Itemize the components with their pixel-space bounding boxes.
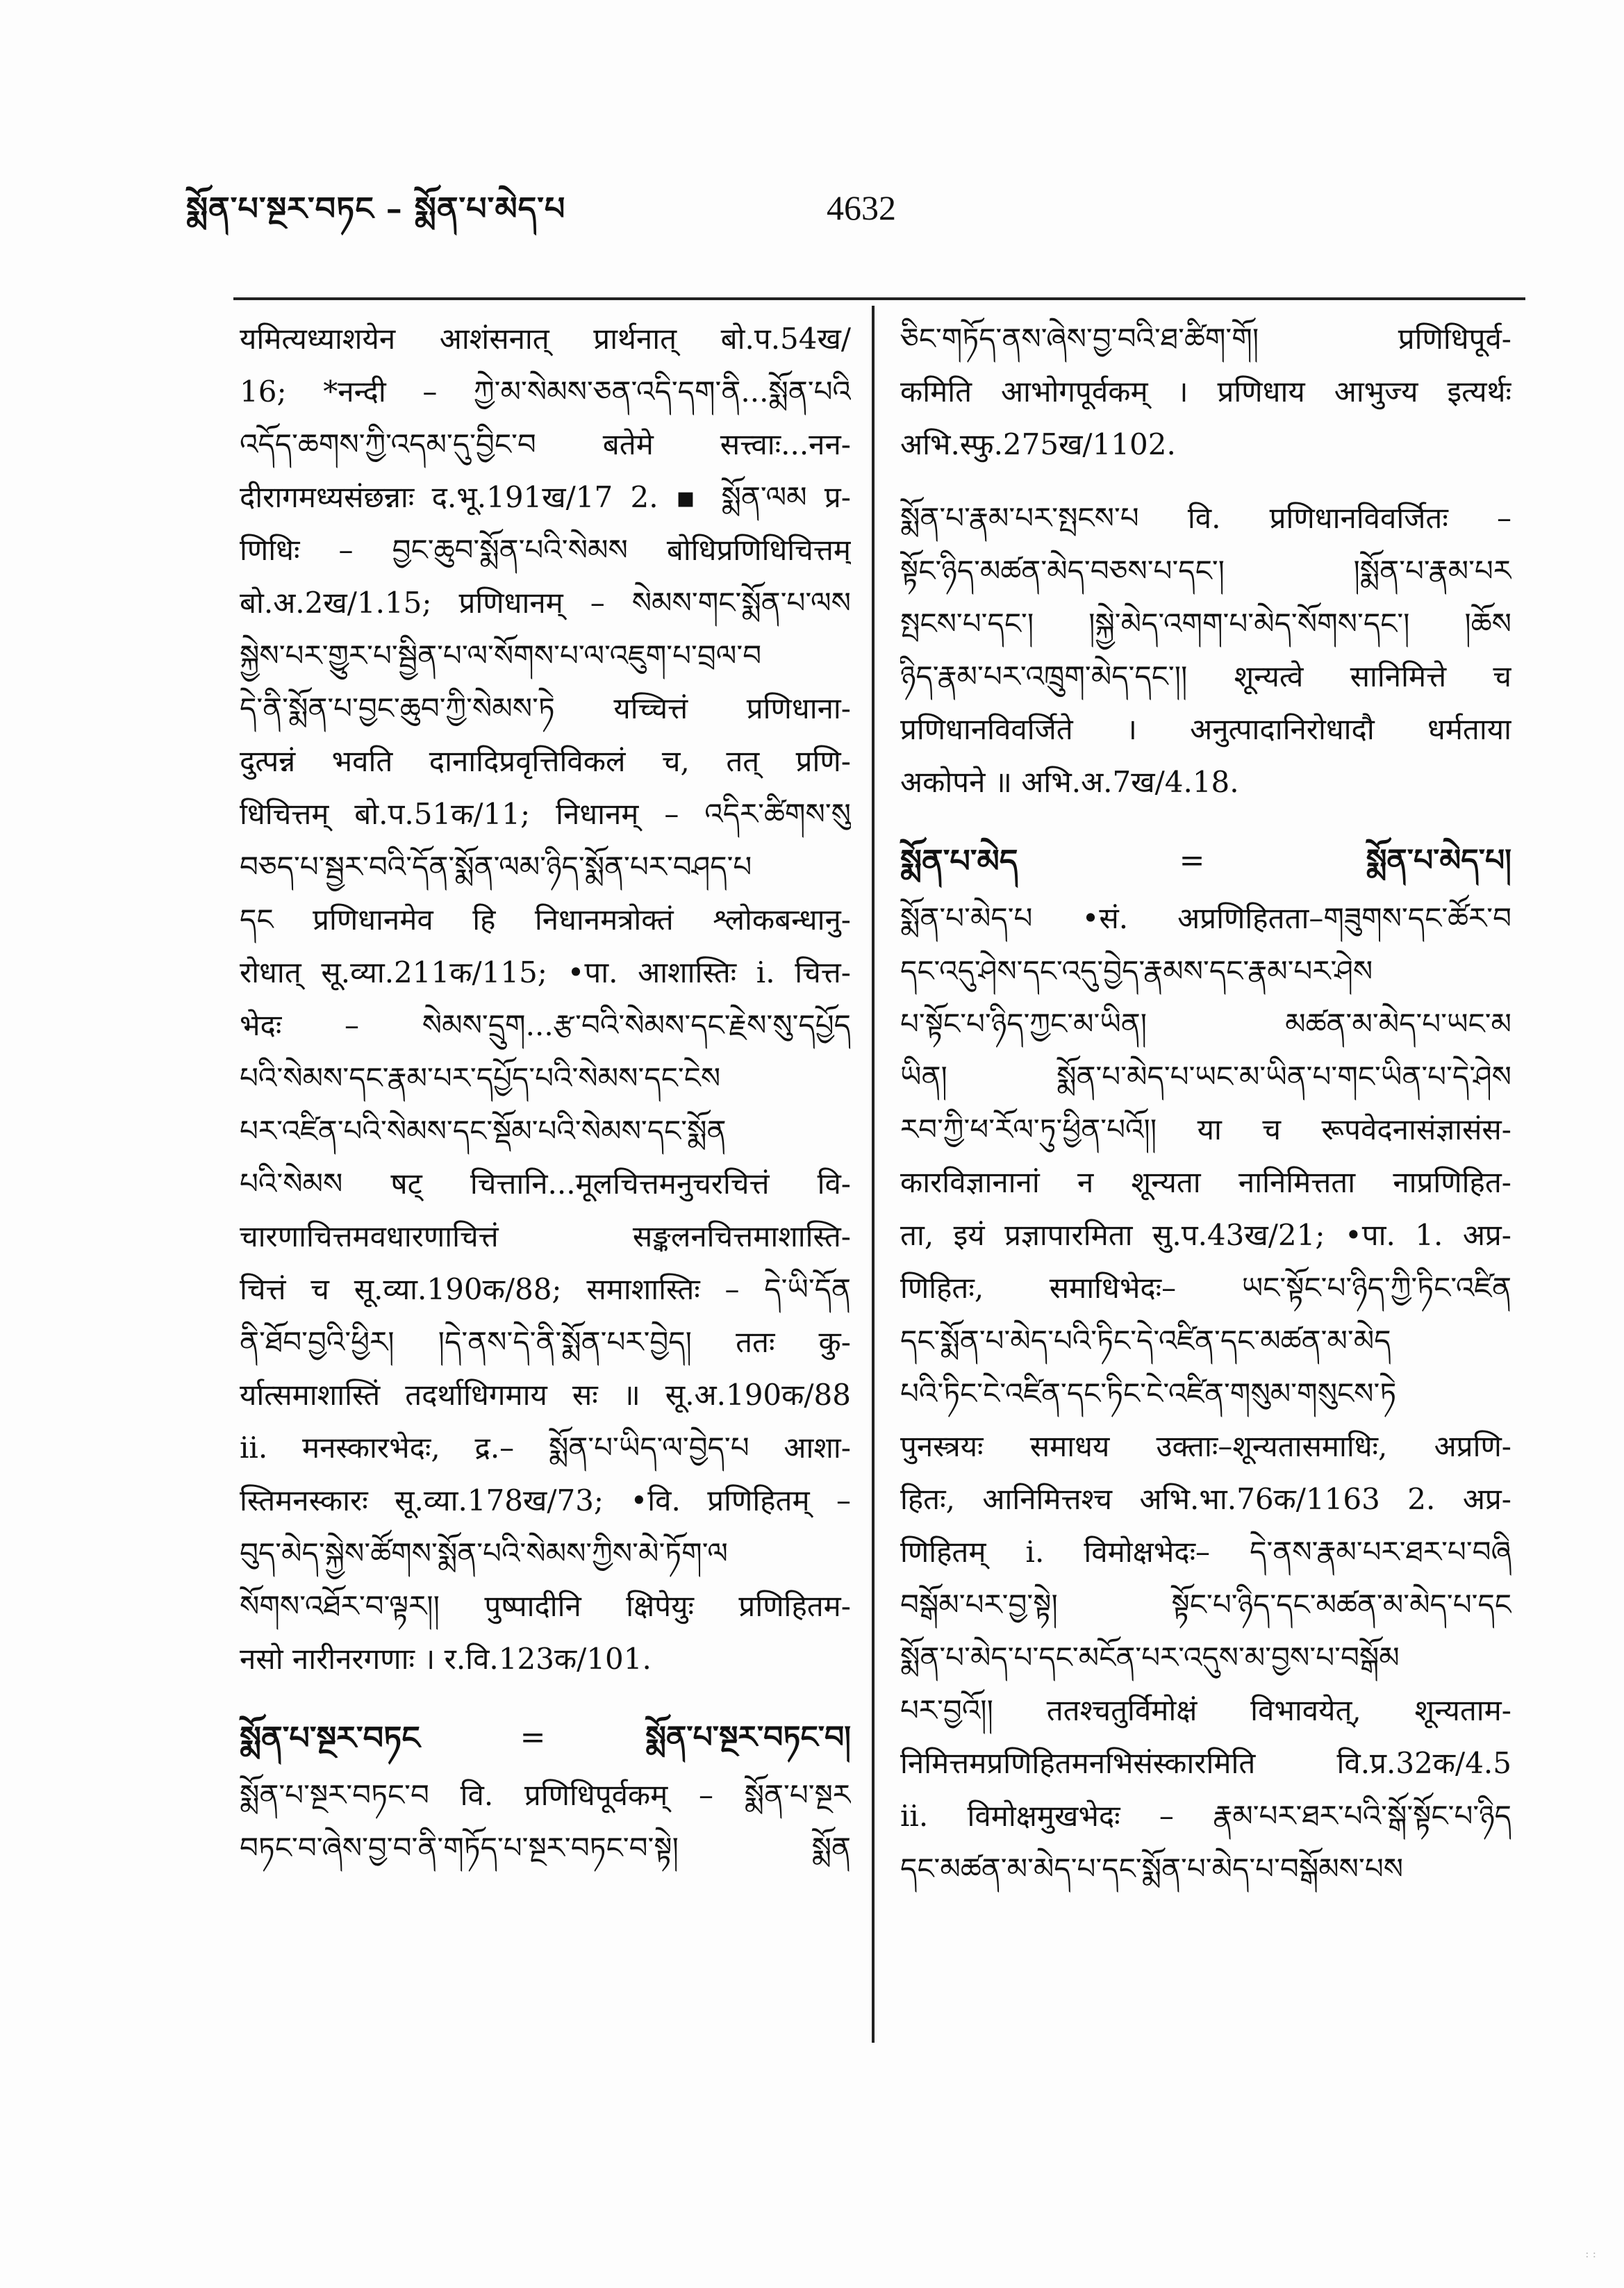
- right-column: [900, 313, 1511, 1895]
- right-entry-pranidhana-vivarjita: [900, 492, 1511, 809]
- text-line: अभि.स्फु.275ख/1102.: [900, 427, 1176, 461]
- cross-reference-left: [240, 1706, 851, 1769]
- xref-target: སྨོན་པ་སྔར་བཏང་བ།: [645, 1720, 851, 1755]
- text-line: སོགས་འཐོར་བ་ལྟར།། पुष्पादीनि क्षिपेयुः प्रणिहितम-: [240, 1589, 851, 1623]
- text-line: हितः, आनिमित्तश्च अभि.भा.76क/1163 2. अप्र-: [900, 1482, 1511, 1516]
- xref-equals: =: [1179, 843, 1205, 878]
- text-line: སྤངས་པ་དང་། །སྐྱེ་མེད་འགག་པ་མེད་སོགས་དང་། །ཆོས: [900, 607, 1511, 641]
- text-line: དང་འདུ་ཤེས་དང་འདུ་བྱེད་རྣམས་དང་རྣམ་པར་ཤེས: [900, 954, 1373, 988]
- text-line: णिधिः – བྱང་ཆུབ་སྨོན་པའི་སེམས बोधिप्रणिधिचित्तम्: [240, 533, 851, 567]
- header-rule: [233, 297, 1525, 300]
- text-line: प्रणिधानविवर्जिते । अनुत्पादानिरोधादौ धर्मताया: [900, 712, 1511, 746]
- text-line: སྨོན་པ་སྔར་བཏང་བ वि. प्रणिधिपूर्वकम् – སྨོན་པ་སྔར: [240, 1778, 851, 1812]
- text-line: दुत्पन्नं भवति दानादिप्रवृत्तिविकलं च, तत् प्रणि-: [240, 744, 851, 778]
- text-line: ii. मनस्कारभेदः, द्र.– སྨོན་པ་ཡིད་ལ་བྱེད་པ आशा-: [240, 1431, 851, 1465]
- text-line: བཏང་བ་ཞེས་བྱ་བ་ནི་གཏོད་པ་སྔར་བཏང་བ་སྟེ། སྨོན: [240, 1831, 851, 1865]
- text-line: དེ་ནི་སྨོན་པ་བྱང་ཆུབ་ཀྱི་སེམས་ཏེ यच्चित्तं प्रणिधाना-: [240, 691, 851, 725]
- text-line: སྟོང་ཉིད་མཚན་མེད་བཅས་པ་དང་། །སྨོན་པ་རྣམ་པར: [900, 554, 1511, 588]
- text-line: रोधात् सू.व्या.211क/115; •पा. आशास्तिः i. चित्त-: [240, 955, 851, 989]
- cross-reference-right: [900, 830, 1511, 892]
- text-line: दीरागमध्यसंछन्नाः द.भू.191ख/17 2. ▪ སྨོན་ལམ प्र-: [240, 480, 851, 514]
- xref-term: སྨོན་པ་སྔར་བཏང: [240, 1719, 420, 1756]
- text-line: चारणाचित्तमवधारणाचित्तं सङ्कलनचित्तमाशास्ति-: [240, 1219, 851, 1253]
- xref-equals: =: [520, 1720, 546, 1755]
- text-line: སྨོན་པ་རྣམ་པར་སྤངས་པ वि. प्रणिधानविवर्जितः –: [900, 501, 1511, 535]
- text-line: པར་འཛིན་པའི་སེམས་དང་སྡོམ་པའི་སེམས་དང་སྨོན: [240, 1114, 727, 1148]
- right-entry-apranihitata: [900, 892, 1511, 1895]
- text-line: णिहितः, समाधिभेदः– ཡང་སྟོང་པ་ཉིད་ཀྱི་ཏིང་འཛིན: [900, 1271, 1511, 1305]
- text-line: སྐྱེས་པར་གྱུར་པ་སྦྱིན་པ་ལ་སོགས་པ་ལ་འཇུག་པ་བྲལ་བ: [240, 639, 762, 673]
- page-number: 4632: [827, 188, 896, 227]
- text-line: རབ་ཀྱི་ཕ་རོལ་ཏུ་ཕྱིན་པའོ།། या च रूपवेदनासंज्ञासंस-: [900, 1112, 1511, 1146]
- scan-mark: : :: [1585, 2247, 1596, 2260]
- text-line: भेदः – སེམས་དྲུག...རྩ་བའི་སེམས་དང་རྗེས་སུ་དཔྱོད: [240, 1008, 851, 1042]
- text-line: པར་བྱའོ།། ततश्चतुर्विमोक्षं विभावयेत्, शून्यताम-: [900, 1693, 1511, 1727]
- text-line: ཅིང་གཏོད་ནས་ཞེས་བྱ་བའི་ཐ་ཚིག་གོ། प्रणिधिपूर्व-: [900, 322, 1511, 356]
- text-line: དང་མཚན་མ་མེད་པ་དང་སྨོན་པ་མེད་པ་བསྒོམས་པས: [900, 1852, 1404, 1886]
- text-line: པའི་སེམས षट् चित्तानि...मूलचित्तमनुचरचित्तं वि-: [240, 1167, 851, 1201]
- text-line: པའི་སེམས་དང་རྣམ་པར་དཔྱོད་པའི་སེམས་དང་ངེས: [240, 1061, 721, 1095]
- text-line: णिहितम् i. विमोक्षभेदः– དེ་ནས་རྣམ་པར་ཐར་པ་བཞི: [900, 1535, 1511, 1569]
- text-line: अकोपने ॥ अभि.अ.7ख/4.18.: [900, 765, 1239, 799]
- text-line: དང་སྨོན་པ་མེད་པའི་ཏིང་དེ་འཛིན་དང་མཚན་མ་མེད: [900, 1324, 1391, 1358]
- left-column: [240, 313, 851, 1875]
- text-line: འདོད་ཆགས་ཀྱི་འདམ་དུ་བྱིང་བ बतेमे सत्त्वाः...नन-: [240, 427, 851, 461]
- text-line: ནི་ཐོབ་བྱའི་ཕྱིར། །དེ་ནས་དེ་ནི་སྨོན་པར་བྱེད། ततः कु-: [240, 1325, 851, 1359]
- text-line: དང प्रणिधानमेव हि निधानमत्रोक्तं श्लोकबन्धानु-: [240, 903, 851, 937]
- text-line: यमित्यध्याशयेन आशंसनात् प्रार्थनात् बो.प.54ख/: [240, 322, 851, 356]
- text-line: ཉིད་རྣམ་པར་འཁྲུག་མེད་དང་།། शून्यत्वे सानिमित्ते च: [900, 659, 1511, 693]
- text-line: र्यात्समाशास्तिं तदर्थाधिगमाय सः ॥ सू.अ.190क/88: [240, 1378, 851, 1412]
- text-line: धिचित्तम् बो.प.51क/11; निधानम् – འདིར་ཚིགས་སུ: [240, 797, 851, 831]
- right-entry-continuation: [900, 313, 1511, 471]
- text-line: སྨོན་པ་མེད་པ་དང་མངོན་པར་འདུས་མ་བྱས་པ་བསྒོམ: [900, 1640, 1400, 1674]
- text-line: बो.अ.2ख/1.15; प्रणिधानम् – སེམས་གང་སྨོན་པ་ལས: [240, 586, 851, 620]
- text-line: 16; *नन्दी – ཀྱེ་མ་སེམས་ཅན་འདི་དག་ནི...སྨོན་པའི: [240, 375, 851, 409]
- text-line: བཅད་པ་སྦྱར་བའི་དོན་སྨོན་ལམ་ཉིད་སྨོན་པར་བཤད་པ: [240, 850, 752, 884]
- text-line: ता, इयं प्रज्ञापारमिता सु.प.43ख/21; •पा. 1. अप्र-: [900, 1218, 1511, 1252]
- text-line: སྨོན་པ་མེད་པ •सं. अप्रणिहितता–གཟུགས་དང་ཚོར་བ: [900, 901, 1511, 935]
- text-line: स्तिमनस्कारः सू.व्या.178ख/73; •वि. प्रणिहितम् –: [240, 1483, 851, 1517]
- text-line: चित्तं च सू.व्या.190क/88; समाशास्तिः – དེ་ཡི་དོན: [240, 1272, 851, 1306]
- xref-term: སྨོན་པ་མེད: [900, 842, 1018, 880]
- left-entry-end-text: [240, 1769, 851, 1875]
- text-line: ii. विमोक्षमुखभेदः – རྣམ་པར་ཐར་པའི་སྒོ་སྟོང་པ་ཉིད: [900, 1799, 1511, 1833]
- text-line: བུད་མེད་སྐྱེས་ཚོགས་སྨོན་པའི་སེམས་ཀྱིས་མེ་ཏོག་ལ: [240, 1536, 728, 1570]
- running-head: སྨོན་པ་སྔར་བཏང – སྨོན་པ་མེད་པ: [186, 190, 566, 227]
- column-divider: [872, 306, 875, 2043]
- text-line: ཡིན། སྨོན་པ་མེད་པ་ཡང་མ་ཡིན་པ་གང་ཡིན་པ་དེ་ཤེས: [900, 1060, 1511, 1094]
- text-line: कमिति आभोगपूर्वकम् । प्रणिधाय आभुज्य इत्यर्थः: [900, 375, 1511, 409]
- text-line: नसो नारीनरगणाः । र.वि.123क/101.: [240, 1642, 652, 1676]
- text-line: कारविज्ञानानां न शून्यता नानिमित्तता नाप्रणिहित-: [900, 1165, 1511, 1199]
- left-entry-text: [240, 313, 851, 1686]
- text-line: བསྒོམ་པར་བྱ་སྟེ། སྟོང་པ་ཉིད་དང་མཚན་མ་མེད་པ་དང: [900, 1588, 1511, 1622]
- xref-target: སྨོན་པ་མེད་པ།: [1366, 843, 1511, 878]
- text-line: པ་སྟོང་པ་ཉིད་ཀྱང་མ་ཡིན། མཚན་མ་མེད་པ་ཡང་མ: [900, 1007, 1511, 1041]
- text-line: पुनस्त्रयः समाधय उक्ताः–शून्यतासमाधिः, अप्रणि-: [900, 1429, 1511, 1463]
- text-line: པའི་ཏིང་ངེ་འཛིན་དང་ཏིང་ངེ་འཛིན་གསུམ་གསུངས་ཏེ: [900, 1376, 1397, 1410]
- text-line: निमित्तमप्रणिहितमनभिसंस्कारमिति वि.प्र.32क/4.5: [900, 1746, 1511, 1780]
